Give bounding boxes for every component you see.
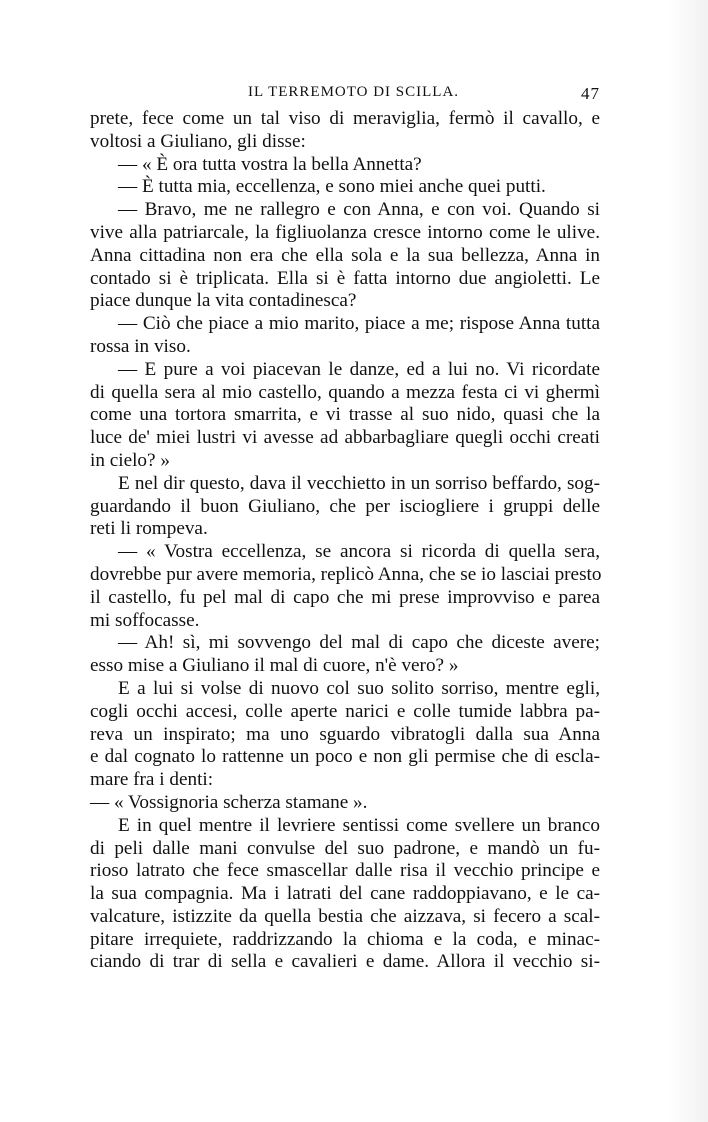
text-line: di quella sera al mio castello, quando a mezza festa ci vi ghermì: [90, 381, 600, 403]
running-title: IL TERREMOTO DI SCILLA.: [248, 84, 460, 100]
text-line: — Bravo, me ne rallegro e con Anna, e con voi. Quando si: [118, 199, 600, 221]
text-line: piace dunque la vita contadinesca?: [90, 290, 357, 312]
text-line: E nel dir questo, dava il vecchietto in un sorriso beffardo, sog-: [118, 472, 600, 494]
text-line: contado si è triplicata. Ella si è fatta intorno due angioletti. Le: [90, 267, 600, 289]
text-line: voltosi a Giuliano, gli disse:: [90, 130, 306, 152]
text-line: come una tortora smarrita, e vi trasse al suo nido, quasi che la: [90, 404, 600, 426]
text-line: E in quel mentre il levriere sentissi come svellere un branco: [118, 814, 600, 836]
text-line: reti li rompeva.: [90, 518, 208, 540]
text-line: rioso latrato che fece smascellar dalle risa il vecchio principe e: [90, 860, 600, 882]
text-line: — « È ora tutta vostra la bella Annetta?: [118, 153, 422, 175]
page-edge-shadow: [668, 0, 708, 1122]
text-line: E a lui si volse di nuovo col suo solito sorriso, mentre egli,: [118, 677, 600, 699]
page-header: [90, 84, 600, 108]
text-line: — E pure a voi piacevan le danze, ed a lui no. Vi ricordate: [118, 358, 600, 380]
text-line: la sua compagnia. Ma i latrati del cane raddoppiavano, e le ca-: [90, 883, 600, 905]
page-number: 47: [581, 84, 600, 103]
text-line: — « Vossignoria scherza stamane ».: [90, 791, 368, 813]
body-text: [90, 108, 600, 974]
text-line: e dal cognato lo rattenne un poco e non gli permise che di escla-: [90, 746, 600, 768]
text-line: dovrebbe pur avere memoria, replicò Anna, che se io lasciai presto: [90, 563, 602, 585]
text-line: mare fra i denti:: [90, 769, 214, 791]
text-line: guardando il buon Giuliano, che per iscioglierе i gruppi delle: [90, 495, 600, 517]
text-line: reva un inspirato; ma uno sguardo vibratogli dalla sua Anna: [90, 723, 600, 745]
text-line: valcature, istizzite da quella bestia che aizzava, si fecero a scal-: [90, 905, 600, 927]
text-line: — « Vostra eccellenza, se ancora si ricorda di quella sera,: [118, 541, 600, 563]
text-line: — È tutta mia, eccellenza, e sono miei anche quei putti.: [118, 176, 546, 198]
text-line: cogli occhi accesi, colle aperte narici e colle tumide labbra pa-: [90, 700, 600, 722]
text-line: prete, fece come un tal viso di meraviglia, fermò il cavallo, e: [90, 108, 600, 129]
text-line: mi soffocasse.: [90, 609, 200, 631]
text-line: vive alla patriarcale, la figliuolanza cresce intorno come le ulive.: [90, 221, 600, 243]
text-line: rossa in viso.: [90, 335, 191, 357]
text-line: esso mise a Giuliano il mal di cuore, n'è vero? »: [90, 655, 459, 677]
text-line: — Ciò che piace a mio marito, piace a me; rispose Anna tutta: [118, 313, 600, 335]
text-line: in cielo? »: [90, 449, 170, 471]
text-line: il castello, fu pel mal di capo che mi prese improvviso e parea: [90, 586, 600, 608]
text-line: di peli dalle mani convulse del suo padrone, e mandò un fu-: [90, 837, 600, 859]
text-line: ciando di trar di sella e cavalieri e dame. Allora il vecchio si-: [90, 951, 600, 973]
text-line: — Ah! sì, mi sovvengo del mal di capo che diceste avere;: [118, 632, 600, 654]
text-line: pitare irrequiete, raddrizzando la chioma e la coda, e minac-: [90, 928, 600, 950]
text-line: Anna cittadina non era che ella sola e la sua bellezza, Anna in: [90, 244, 600, 266]
text-line: luce de' miei lustri vi avesse ad abbarbagliare quegli occhi creati: [90, 427, 600, 449]
